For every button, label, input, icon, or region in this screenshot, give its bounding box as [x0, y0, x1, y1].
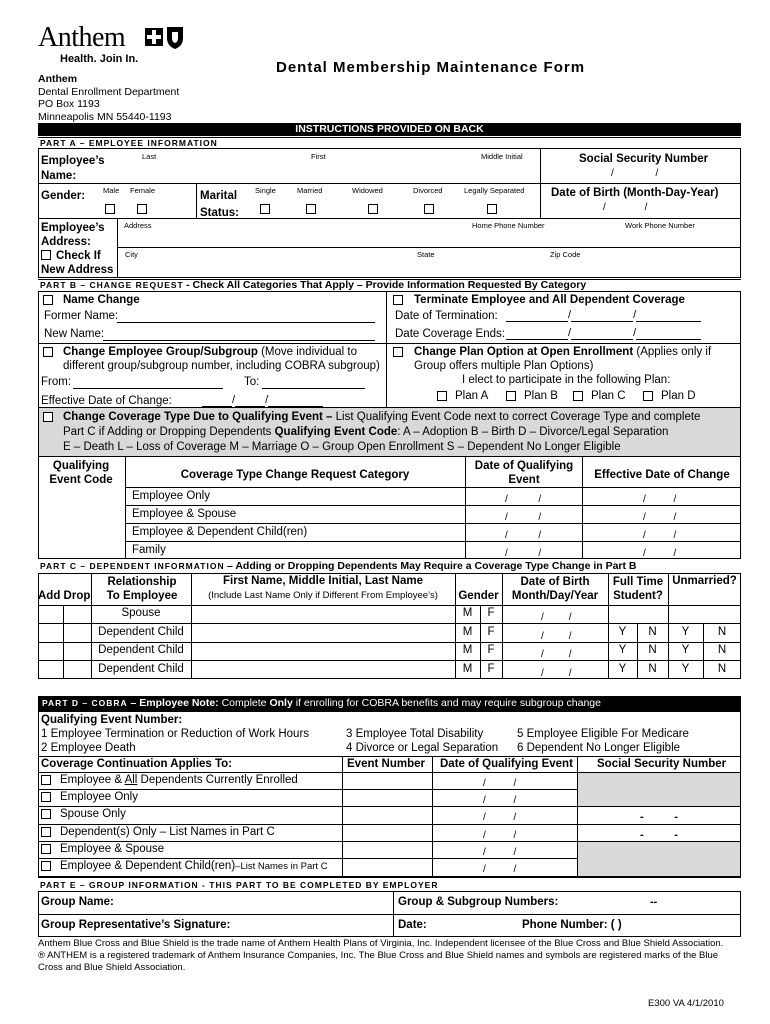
plan-a-label: Plan A — [455, 390, 489, 402]
ssn-label: Social Security Number — [579, 153, 709, 165]
part-b-heading — [38, 279, 741, 291]
dependent-relationship: Spouse — [121, 607, 161, 619]
qualifying-date-slashes: / / / / / / / / / / / / — [483, 778, 517, 876]
unmarried-y[interactable]: Y — [681, 626, 690, 638]
group-name-label: Group Name: — [41, 896, 114, 908]
coverage-option-checkbox[interactable] — [41, 775, 51, 785]
coverage-option-checkbox[interactable] — [41, 809, 51, 819]
to-line[interactable] — [262, 388, 365, 389]
plan-b-checkbox[interactable] — [506, 391, 516, 401]
group-change-line2: different group/subgroup number, including COBRA subgroup) — [63, 360, 380, 372]
employee-name-field[interactable] — [118, 160, 538, 182]
coverage-option-checkbox[interactable] — [41, 844, 51, 854]
married-checkbox[interactable] — [306, 204, 316, 214]
plan-option-note: (Applies only if — [636, 346, 712, 358]
option-text-note: –List Names in Part C — [235, 861, 328, 872]
part-c-note: – Adding or Dropping Dependents May Require a Coverage Type Change in Part B — [226, 560, 637, 572]
plan-d-checkbox[interactable] — [643, 391, 653, 401]
coverage-type-label — [63, 411, 733, 423]
gender-m[interactable]: M — [462, 644, 473, 656]
former-name-label: Former Name: — [44, 310, 119, 322]
home-phone-label: Home Phone Number — [472, 221, 545, 230]
dob-slashes: / / / / / / / / — [541, 612, 572, 679]
brand-name: Anthem — [38, 22, 126, 53]
address-line: PO Box 1193 — [38, 98, 100, 110]
widowed-label: Widowed — [352, 186, 383, 195]
coverage-option-label: Employee & Spouse — [60, 843, 165, 855]
event-5: 5 Employee Eligible For Medicare — [517, 728, 689, 740]
event-2: 2 Employee Death — [41, 742, 136, 754]
brand-tagline: Health. Join In. — [60, 53, 139, 65]
part-d-note-b: if enrolling for COBRA benefits and may require subgroup change — [295, 697, 601, 709]
student-y[interactable]: Y — [618, 644, 627, 656]
coverage-option-label: Spouse Only — [60, 808, 126, 820]
col-full-time: Full Time Student? — [612, 576, 664, 602]
col-dob: Date of Birth Month/Day/Year — [511, 576, 599, 602]
unmarried-y[interactable]: Y — [681, 663, 690, 675]
option-text: Employee & — [60, 774, 125, 786]
form-id: E300 VA 4/1/2010 — [648, 998, 724, 1009]
col-qualifying-date: Date of Qualifying Event — [474, 460, 574, 486]
col-ssn: Social Security Number — [597, 758, 727, 770]
part-d-note-label: – Employee Note: — [130, 697, 219, 709]
coverage-ends-field[interactable]: / / — [506, 327, 701, 340]
gender-label: Gender: — [41, 190, 86, 202]
part-b-note: - Check All Categories That Apply – Provide Information Requested By Category — [186, 279, 587, 291]
city-label: City — [125, 250, 138, 259]
part-e-heading: PART E – GROUP INFORMATION - THIS PART TO BE COMPLETED BY EMPLOYER — [38, 877, 741, 891]
plan-option-checkbox[interactable] — [393, 347, 403, 357]
ssn-shaded-cell — [578, 842, 740, 876]
date-slashes: / / / / / / / / — [643, 494, 677, 559]
instructions-bar: INSTRUCTIONS PROVIDED ON BACK — [38, 123, 741, 136]
divorced-checkbox[interactable] — [424, 204, 434, 214]
blue-cross-shield-icon — [143, 24, 185, 53]
coverage-type-line2 — [63, 426, 668, 438]
effective-date-field[interactable]: / / — [202, 394, 323, 407]
terminate-label: Terminate Employee and All Dependent Coverage — [414, 294, 685, 306]
address-line: Minneapolis MN 55440-1193 — [38, 110, 172, 123]
student-n[interactable]: N — [648, 644, 657, 656]
gender-f[interactable]: F — [487, 644, 495, 656]
single-checkbox[interactable] — [260, 204, 270, 214]
gender-m[interactable]: M — [462, 663, 473, 675]
marital-status-label: Marital Status: — [200, 190, 239, 219]
dob-slashes: / / — [603, 202, 648, 213]
part-d-note-a: Complete — [221, 697, 267, 709]
date-slashes: / / / / / / / / — [505, 494, 542, 559]
coverage-type-line2b: Qualifying Event Code — [274, 426, 398, 438]
group-change-checkbox[interactable] — [43, 347, 53, 357]
col-name: First Name, Middle Initial, Last Name — [222, 575, 424, 587]
plan-b-label: Plan B — [524, 390, 558, 402]
col-add-drop: Add Drop — [38, 590, 91, 602]
gender-f[interactable]: F — [487, 663, 495, 675]
col-qualifying-event-date: Date of Qualifying Event — [440, 758, 573, 770]
divorced-label: Divorced — [413, 186, 443, 195]
dependent-relationship: Dependent Child — [98, 663, 184, 675]
qualifying-event-number-label: Qualifying Event Number: — [41, 714, 183, 726]
part-d-heading — [38, 696, 741, 711]
student-y[interactable]: Y — [618, 663, 627, 675]
option-text: Dependents Currently Enrolled — [137, 774, 298, 786]
plan-d-label: Plan D — [661, 390, 696, 402]
continuation-applies-label: Coverage Continuation Applies To: — [41, 758, 233, 770]
coverage-type-line2c: : A – Adoption B – Birth D – Divorce/Legal Separation — [397, 426, 669, 438]
col-event-number: Event Number — [347, 758, 425, 770]
coverage-type-line2a: Part C if Adding or Dropping Dependents — [63, 426, 272, 438]
student-n[interactable]: N — [648, 663, 657, 675]
elect-plan-label: I elect to participate in the following Plan: — [462, 374, 671, 386]
termination-date-field[interactable]: / / — [506, 309, 701, 322]
ssn-slashes: / / — [611, 168, 659, 179]
event-6: 6 Dependent No Longer Eligible — [517, 742, 681, 754]
state-label: State — [417, 250, 435, 259]
new-name-line[interactable] — [103, 340, 375, 341]
coverage-row-label: Employee Only — [132, 490, 210, 502]
coverage-type-codes: E – Death L – Loss of Coverage M – Marriage O – Group Open Enrollment S – Dependent No Longer Eligible — [63, 441, 621, 453]
gender-f[interactable]: F — [487, 626, 495, 638]
col-gender: Gender — [458, 590, 499, 602]
effective-date-label: Effective Date of Change: — [41, 395, 172, 407]
group-change-note: (Move individual to — [261, 346, 357, 358]
unmarried-n[interactable]: N — [717, 644, 727, 656]
col-effective-date: Effective Date of Change — [594, 469, 730, 481]
gender-f[interactable]: F — [487, 607, 495, 619]
form-title: Dental Membership Maintenance Form — [276, 59, 586, 76]
student-n[interactable]: N — [648, 626, 657, 638]
last-label: Last — [142, 152, 157, 161]
dependent-relationship: Dependent Child — [98, 644, 184, 656]
mailing-address — [38, 73, 179, 123]
plan-option-label — [414, 346, 711, 358]
event-4: 4 Divorce or Legal Separation — [346, 742, 499, 754]
group-numbers-label: Group & Subgroup Numbers: — [398, 896, 559, 908]
anthem-logo — [38, 22, 125, 54]
zip-label: Zip Code — [550, 250, 581, 259]
gender-m[interactable]: M — [462, 607, 473, 619]
new-address-label: Check If New Address — [41, 250, 114, 276]
former-name-line[interactable] — [117, 322, 375, 323]
separated-label: Legally Separated — [464, 186, 525, 195]
coverage-option-label — [60, 774, 298, 786]
work-phone-label: Work Phone Number — [625, 221, 695, 230]
part-d-note-only: Only — [269, 697, 293, 709]
plan-option-line2: Group offers multiple Plan Options) — [414, 360, 594, 372]
address-line: Anthem — [38, 73, 78, 85]
coverage-type-note: List Qualifying Event Code next to correct Coverage Type and complete — [335, 411, 701, 423]
unmarried-n[interactable]: N — [717, 663, 727, 675]
dob-label: Date of Birth (Month-Day-Year) — [551, 187, 719, 199]
col-qualifying-code: Qualifying Event Code — [49, 460, 113, 486]
phone-number-label: Phone Number: ( ) — [522, 919, 622, 931]
middle-label: Middle Initial — [481, 152, 523, 161]
ssn-shaded-cell — [578, 773, 740, 806]
widowed-checkbox[interactable] — [368, 204, 378, 214]
single-label: Single — [255, 186, 276, 195]
name-change-checkbox[interactable] — [43, 295, 53, 305]
new-name-label: New Name: — [44, 328, 105, 340]
part-d-title: PART D – COBRA — [42, 698, 128, 708]
col-name-note: (Include Last Name Only if Different From Employee’s) — [208, 590, 438, 601]
dependent-relationship: Dependent Child — [98, 626, 184, 638]
employee-name-label: Employee’s Name: — [41, 155, 105, 182]
part-a-heading: PART A – EMPLOYEE INFORMATION — [38, 137, 741, 148]
student-y[interactable]: Y — [618, 626, 627, 638]
plan-option-title: Change Plan Option at Open Enrollment — [414, 346, 634, 358]
part-b-title: PART B – CHANGE REQUEST — [40, 280, 184, 290]
coverage-option-label — [60, 860, 328, 872]
female-label: Female — [130, 186, 156, 195]
address-line: Dental Enrollment Department — [38, 85, 180, 98]
coverage-type-title: Change Coverage Type Due to Qualifying Event – — [63, 411, 333, 423]
terminate-checkbox[interactable] — [393, 295, 403, 305]
name-change-label: Name Change — [63, 294, 140, 306]
married-label: Married — [297, 186, 323, 195]
male-label: Male — [103, 186, 120, 195]
option-text: Employee & Dependent Child(ren) — [60, 860, 236, 872]
coverage-ends-label: Date Coverage Ends: — [395, 328, 505, 340]
plan-c-checkbox[interactable] — [573, 391, 583, 401]
col-unmarried: Unmarried? — [672, 575, 737, 587]
group-numbers-dash: -- — [650, 896, 658, 908]
separated-checkbox[interactable] — [487, 204, 497, 214]
coverage-option-checkbox[interactable] — [41, 792, 51, 802]
plan-a-checkbox[interactable] — [437, 391, 447, 401]
coverage-option-label: Dependent(s) Only – List Names in Part C — [60, 826, 275, 838]
group-change-title: Change Employee Group/Subgroup — [63, 346, 258, 358]
gender-m[interactable]: M — [462, 626, 473, 638]
first-label: First — [311, 152, 326, 161]
coverage-row-label: Family — [132, 544, 166, 556]
female-checkbox[interactable] — [137, 204, 147, 214]
coverage-option-label: Employee Only — [60, 791, 138, 803]
part-c-heading — [38, 560, 741, 572]
option-text-all: All — [124, 774, 138, 786]
plan-c-label: Plan C — [591, 390, 626, 402]
date-termination-label: Date of Termination: — [395, 310, 498, 322]
from-line[interactable] — [73, 388, 223, 389]
ssn-dashes: - - - - — [640, 811, 678, 841]
employee-address-label: Employee’s Address: — [41, 222, 105, 248]
coverage-row-label: Employee & Dependent Child(ren) — [132, 526, 308, 538]
coverage-option-checkbox[interactable] — [41, 827, 51, 837]
coverage-type-checkbox[interactable] — [43, 412, 53, 422]
from-label: From: — [41, 376, 72, 388]
to-label: To: — [244, 376, 260, 388]
male-checkbox[interactable] — [105, 204, 115, 214]
event-3: 3 Employee Total Disability — [346, 728, 484, 740]
col-relationship: Relationship To Employee — [106, 576, 178, 602]
address-field-label: Address — [124, 221, 152, 230]
part-c-title: PART C – DEPENDENT INFORMATION — [40, 561, 225, 571]
coverage-row-label: Employee & Spouse — [132, 508, 237, 520]
date-label: Date: — [398, 919, 427, 931]
footer-legal-text: Anthem Blue Cross and Blue Shield is the trade name of Anthem Health Plans of Virginia, Inc. Independent licensee of the Blue Cross and Blue Shield Association. ® ANTHEM is a registered trademark of Anthem Insurance Companies, Inc. The Blue Cross and Blue Shield names and symbols are registered marks of the Blue Cross and Blue Shield Association. — [38, 938, 724, 973]
group-change-label — [63, 346, 357, 358]
unmarried-y[interactable]: Y — [681, 644, 690, 656]
event-1: 1 Employee Termination or Reduction of Work Hours — [41, 728, 310, 740]
coverage-option-checkbox[interactable] — [41, 861, 51, 871]
col-coverage-category: Coverage Type Change Request Category — [180, 469, 410, 481]
unmarried-n[interactable]: N — [717, 626, 727, 638]
rep-signature-label: Group Representative’s Signature: — [41, 919, 231, 931]
